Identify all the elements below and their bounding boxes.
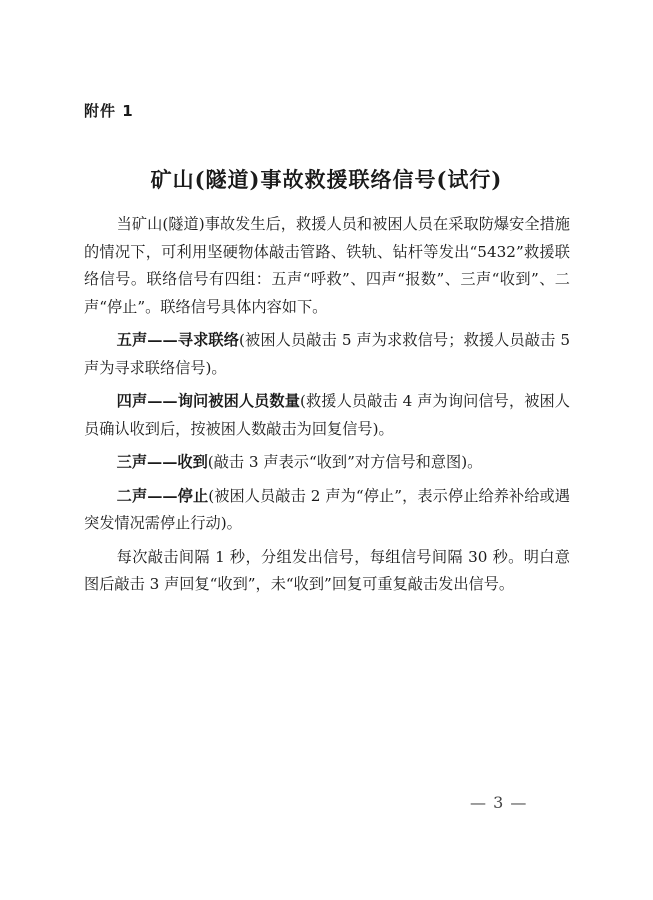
signal-four-paragraph xyxy=(84,388,570,443)
attachment-label: 附件 1 xyxy=(84,102,134,120)
page-number: — 3 — xyxy=(470,793,528,812)
signal-two-text: (被困人员敲击 2 声为“停止”，表示停止给养补给或遇突发情况需停止行动)。 xyxy=(84,486,570,532)
intro-paragraph: 当矿山(隧道)事故发生后，救援人员和被困人员在采取防爆安全措施的情况下，可利用坚硬物体敲击管路、铁轨、钻杆等发出“5432”救援联络信号。联络信号有四组：五声“呼救”、四声“报数”、三声“收到”、二声“停止”。联络信号具体内容如下。 xyxy=(84,215,570,316)
document-title: 矿山(隧道)事故救援联络信号(试行) xyxy=(150,167,503,192)
signal-five-text: (被困人员敲击 5 声为求救信号；救援人员敲击 5 声为寻求联络信号)。 xyxy=(84,331,571,377)
signal-two-paragraph xyxy=(84,483,570,538)
signal-two-lead: 二声——停止 xyxy=(116,486,209,505)
closing-paragraph: 每次敲击间隔 1 秒，分组发出信号，每组信号间隔 30 秒。明白意图后敲击 3 声回复“收到”，未“收到”回复可重复敲击发出信号。 xyxy=(84,547,570,593)
signal-five-paragraph xyxy=(84,327,570,382)
signal-five-lead: 五声——寻求联络 xyxy=(116,331,239,349)
signal-three-paragraph xyxy=(84,449,570,477)
signal-three-text: (敲击 3 声表示“收到”对方信号和意图)。 xyxy=(207,453,483,471)
signal-three-lead: 三声——收到 xyxy=(116,453,208,471)
document-body xyxy=(84,211,570,605)
signal-four-lead: 四声——询问被困人员数量 xyxy=(116,392,300,410)
signal-four-text: (救援人员敲击 4 声为询问信号，被困人员确认收到后，按被困人数敲击为回复信号)。 xyxy=(84,392,570,438)
